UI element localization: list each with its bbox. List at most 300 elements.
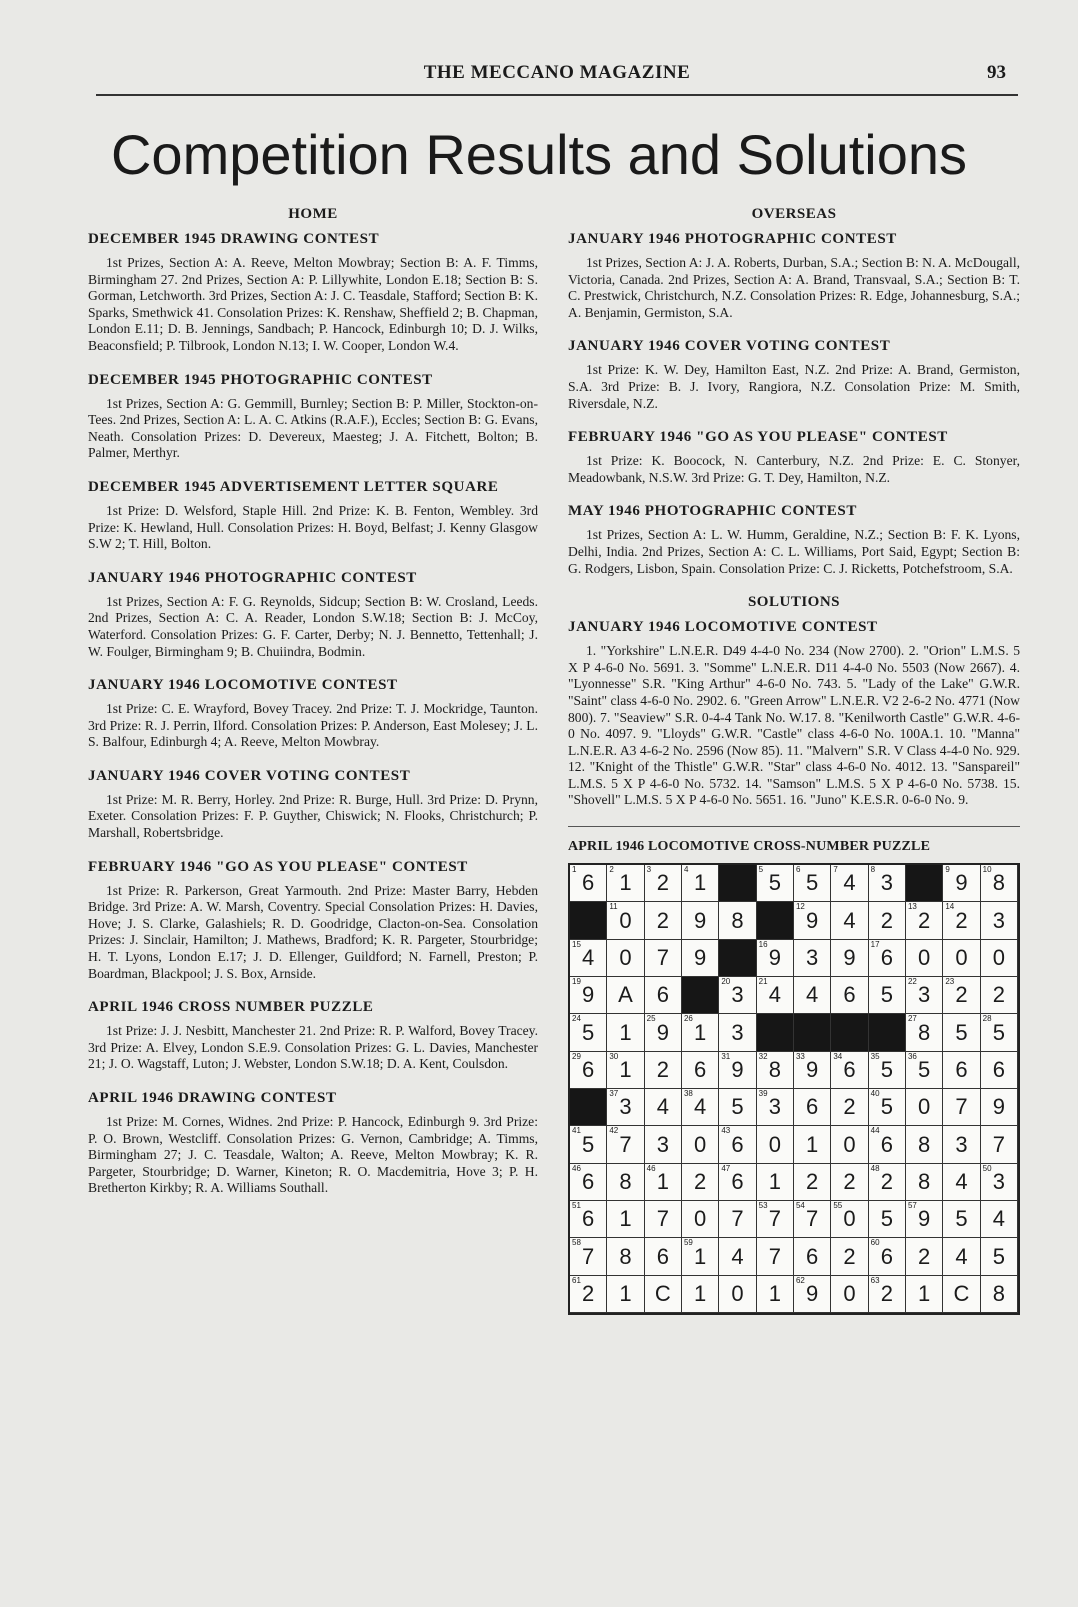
grid-cell <box>719 977 756 1014</box>
cell-digit: 1 <box>619 870 632 896</box>
clue-number: 11 <box>609 902 618 912</box>
cell-digit: 9 <box>806 1280 819 1306</box>
cell-digit: 3 <box>918 982 931 1008</box>
grid-cell <box>570 977 607 1014</box>
grid-cell <box>794 865 831 902</box>
cell-digit: 2 <box>843 1094 856 1120</box>
cell-digit: 6 <box>656 1243 669 1269</box>
clue-number: 47 <box>721 1163 731 1173</box>
cell-digit: 5 <box>880 1056 893 1082</box>
cell-digit: 9 <box>918 1206 931 1232</box>
grid-cell <box>794 940 831 977</box>
contest-results: 1st Prize: J. J. Nesbitt, Manchester 21. 2nd Prize: R. P. Walford, Bovey Tracey. 3rd Prize: A. Elvey, London S.E.9. Consolation Prizes: G. L. Davies, Manchester 21; J. O. Wagstaff, Luton; J. Webster, London S.W.18; D. A. Kent, Coulsdon. <box>88 1023 538 1072</box>
clue-number: 2 <box>609 865 614 875</box>
grid-cell <box>943 940 980 977</box>
cell-digit: 2 <box>656 907 669 933</box>
grid-cell <box>943 865 980 902</box>
cell-digit: 1 <box>619 1056 632 1082</box>
cell-digit: 6 <box>955 1056 968 1082</box>
cell-digit: 9 <box>992 1094 1005 1120</box>
clue-number: 51 <box>572 1201 581 1211</box>
contest-entry <box>88 372 538 462</box>
cell-digit: 6 <box>806 1094 819 1120</box>
clue-number: 62 <box>795 1275 805 1285</box>
cell-digit: 4 <box>731 1243 744 1269</box>
grid-cell <box>869 1201 906 1238</box>
cell-digit: 9 <box>768 944 781 970</box>
clue-number: 14 <box>945 902 955 912</box>
contest-title: DECEMBER 1945 DRAWING CONTEST <box>88 231 380 247</box>
grid-cell <box>570 865 607 902</box>
grid-cell <box>831 865 868 902</box>
grid-cell <box>757 865 794 902</box>
cell-digit: 7 <box>619 1131 632 1157</box>
grid-cell <box>831 902 868 939</box>
grid-cell <box>570 940 607 977</box>
grid-cell <box>906 1052 943 1089</box>
clue-number: 21 <box>758 977 768 987</box>
cell-digit: 3 <box>619 1094 632 1120</box>
grid-cell <box>682 902 719 939</box>
grid-cell <box>794 1276 831 1313</box>
cell-digit: 0 <box>992 944 1005 970</box>
cell-digit: 8 <box>768 1056 781 1082</box>
grid-cell <box>981 1089 1018 1126</box>
grid-cell <box>831 1052 868 1089</box>
grid-cell <box>645 977 682 1014</box>
grid-cell <box>682 1126 719 1163</box>
grid-cell <box>906 1014 943 1051</box>
cell-digit: 1 <box>619 1019 632 1045</box>
grid-cell <box>607 1201 644 1238</box>
contest-results: 1st Prizes, Section A: L. W. Humm, Geraldine, N.Z.; Section B: F. K. Lyons, Delhi, India. 2nd Prizes, Section A: C. L. Williams, Port Said, Egypt; Section B: G. Rodgers, Lisbon, Spain. Consolation Prize: C. J. Ricketts, Potchefstroom, S.A. <box>568 527 1020 576</box>
overseas-contest-list <box>568 231 1020 577</box>
cell-digit: 4 <box>582 944 595 970</box>
grid-black-square <box>570 1089 607 1126</box>
cell-digit: 0 <box>619 944 632 970</box>
cell-digit: 8 <box>619 1243 632 1269</box>
cell-digit: 9 <box>694 907 707 933</box>
cell-digit: 5 <box>992 1019 1005 1045</box>
contest-entry <box>88 479 538 553</box>
grid-cell <box>570 1276 607 1313</box>
cell-digit: 2 <box>656 870 669 896</box>
clue-number: 19 <box>572 977 581 987</box>
home-contest-list <box>88 231 538 1197</box>
grid-black-square <box>719 865 756 902</box>
cell-digit: 0 <box>918 944 931 970</box>
contest-title: DECEMBER 1945 PHOTOGRAPHIC CONTEST <box>88 371 433 388</box>
grid-cell <box>906 1276 943 1313</box>
grid-cell <box>719 1238 756 1275</box>
clue-number: 8 <box>870 865 876 875</box>
grid-cell <box>831 977 868 1014</box>
grid-cell <box>906 902 943 939</box>
grid-cell <box>943 1238 980 1275</box>
grid-cell <box>645 940 682 977</box>
grid-cell <box>645 1052 682 1089</box>
grid-black-square <box>719 940 756 977</box>
page-number: 93 <box>987 62 1006 83</box>
contest-title: MAY 1946 PHOTOGRAPHIC CONTEST <box>568 503 857 520</box>
cell-digit: 8 <box>992 1280 1005 1306</box>
cell-digit: 9 <box>843 944 856 970</box>
clue-number: 30 <box>609 1051 619 1061</box>
clue-number: 53 <box>758 1201 768 1211</box>
clue-number: 60 <box>870 1238 880 1248</box>
cell-digit: 7 <box>731 1206 744 1232</box>
grid-cell <box>794 1238 831 1275</box>
grid-cell <box>719 1089 756 1126</box>
grid-cell <box>645 1276 682 1313</box>
clue-number: 46 <box>646 1163 656 1173</box>
grid-cell <box>869 1089 906 1126</box>
cell-digit: 6 <box>582 1056 595 1082</box>
clue-number: 24 <box>572 1014 581 1024</box>
grid-black-square <box>757 902 794 939</box>
grid-cell <box>719 902 756 939</box>
grid-cell <box>981 902 1018 939</box>
cell-digit: C <box>654 1280 671 1306</box>
grid-cell <box>943 1089 980 1126</box>
contest-results: 1st Prize: M. Cornes, Widnes. 2nd Prize: P. Hancock, Edinburgh 9. 3rd Prize: P. O. Brown, Westcliff. Consolation Prizes: G. Vernon, Cambridge; A. Timms, Birmingham 27; J. C. Teasdale, Walton; A. Reeve, Melton Mowbray; K. R. Pargeter, Stourbridge; D. Warner, Kineton; R. O. Macdemitria, Hove 3; P. H. Bretherton Kirkby; R. A. Williams Southall. <box>88 1114 538 1196</box>
cell-digit: 5 <box>918 1056 931 1082</box>
clue-number: 28 <box>982 1014 992 1024</box>
grid-black-square <box>794 1014 831 1051</box>
cell-digit: 3 <box>731 1019 744 1045</box>
page-headline: Competition Results and Solutions <box>110 123 968 186</box>
grid-cell <box>682 1276 719 1313</box>
clue-number: 34 <box>833 1051 843 1061</box>
cell-digit: 9 <box>955 870 968 896</box>
cell-digit: 4 <box>843 907 856 933</box>
contest-entry <box>568 338 1020 412</box>
cell-digit: 2 <box>694 1168 707 1194</box>
grid-cell <box>794 1126 831 1163</box>
grid-cell <box>869 1276 906 1313</box>
grid-cell <box>570 1201 607 1238</box>
clue-number: 44 <box>870 1126 880 1136</box>
grid-cell <box>607 1276 644 1313</box>
grid-cell <box>906 1089 943 1126</box>
clue-number: 50 <box>982 1163 992 1173</box>
cross-number-grid <box>568 863 1020 1315</box>
cell-digit: 1 <box>694 1019 707 1045</box>
grid-cell <box>831 1126 868 1163</box>
grid-cell <box>607 1126 644 1163</box>
cell-digit: 7 <box>992 1131 1005 1157</box>
cell-digit: 1 <box>619 1206 632 1232</box>
contest-results: 1st Prizes, Section A: F. G. Reynolds, Sidcup; Section B: W. Crosland, Leeds. 2nd Prizes, Section A: C. A. Reader, London S.W.18; Section B: J. McCoy, Waterford. Consolation Prizes: G. F. Carter, Derby; N. J. Bennetto, Tettenhall; J. W. Foulger, Birmingham 9; B. Chuiindra, Bodmin. <box>88 593 538 659</box>
clue-number: 4 <box>683 865 689 875</box>
clue-number: 20 <box>721 977 731 987</box>
contest-entry <box>568 503 1020 577</box>
cell-digit: 4 <box>955 1243 968 1269</box>
cell-digit: 5 <box>955 1019 968 1045</box>
grid-cell <box>757 1089 794 1126</box>
cell-digit: 8 <box>918 1168 931 1194</box>
cell-digit: 1 <box>768 1280 781 1306</box>
clue-number: 31 <box>721 1051 731 1061</box>
grid-black-square <box>757 1014 794 1051</box>
grid-cell <box>719 1014 756 1051</box>
clue-number: 36 <box>907 1051 917 1061</box>
cell-digit: 0 <box>694 1131 707 1157</box>
contest-entry <box>88 859 538 983</box>
cell-digit: 2 <box>656 1056 669 1082</box>
cell-digit: 5 <box>731 1094 744 1120</box>
grid-cell <box>943 1164 980 1201</box>
grid-cell <box>607 940 644 977</box>
grid-cell <box>757 1164 794 1201</box>
grid-cell <box>981 977 1018 1014</box>
clue-number: 16 <box>758 939 768 949</box>
grid-cell <box>607 1164 644 1201</box>
clue-number: 1 <box>572 865 577 875</box>
cell-digit: 5 <box>768 870 781 896</box>
grid-black-square <box>682 977 719 1014</box>
grid-cell <box>943 902 980 939</box>
cell-digit: 0 <box>768 1131 781 1157</box>
grid-cell <box>607 1089 644 1126</box>
grid-cell <box>981 1164 1018 1201</box>
cell-digit: 3 <box>992 1168 1005 1194</box>
contest-results: 1st Prize: M. R. Berry, Horley. 2nd Prize: R. Burge, Hull. 3rd Prize: D. Prynn, Exeter. Consolation Prizes: F. P. Guyther, Chiswick; N. Flooks, Christchurch; P. Marshall, Robertsbridge. <box>88 791 538 841</box>
grid-cell <box>794 1052 831 1089</box>
grid-cell <box>869 1126 906 1163</box>
clue-number: 29 <box>572 1051 581 1061</box>
contest-title: JANUARY 1946 COVER VOTING CONTEST <box>568 338 891 355</box>
grid-cell <box>869 1238 906 1275</box>
cell-digit: 5 <box>955 1206 968 1232</box>
clue-number: 17 <box>870 939 880 949</box>
contest-entry <box>88 768 538 842</box>
cell-digit: 6 <box>582 870 595 896</box>
contest-entry <box>88 999 538 1073</box>
cell-digit: 2 <box>992 982 1005 1008</box>
clue-number: 9 <box>945 865 950 875</box>
cell-digit: 6 <box>731 1168 744 1194</box>
cell-digit: 7 <box>656 1206 669 1232</box>
cell-digit: 8 <box>731 907 744 933</box>
cell-digit: 7 <box>656 944 669 970</box>
puzzle-grid-cells <box>570 865 1018 1313</box>
grid-cell <box>831 940 868 977</box>
clue-number: 7 <box>833 865 838 875</box>
clue-number: 59 <box>683 1238 693 1248</box>
grid-cell <box>607 1014 644 1051</box>
clue-number: 37 <box>609 1089 619 1099</box>
clue-number: 48 <box>870 1163 880 1173</box>
grid-cell <box>570 1052 607 1089</box>
cell-digit: 2 <box>918 907 931 933</box>
contest-entry <box>88 570 538 660</box>
clue-number: 15 <box>572 939 581 949</box>
cell-digit: 1 <box>806 1131 819 1157</box>
grid-cell <box>906 1201 943 1238</box>
clue-number: 58 <box>572 1238 581 1248</box>
grid-cell <box>645 1238 682 1275</box>
contest-entry <box>568 429 1020 486</box>
contest-results: 1st Prize: C. E. Wrayford, Bovey Tracey. 2nd Prize: T. J. Mockridge, Taunton. 3rd Prize: R. J. Perrin, Ilford. Consolation Prizes: P. Anderson, East Molesey; J. L. S. Balfour, Edinburgh 4; A. Reeve, Melton Mowbray. <box>88 701 538 750</box>
cell-digit: 1 <box>768 1168 781 1194</box>
contest-entry <box>568 619 1020 809</box>
grid-cell <box>906 977 943 1014</box>
cell-digit: 8 <box>918 1131 931 1157</box>
overseas-heading: OVERSEAS <box>751 206 837 222</box>
contest-entry <box>88 677 538 751</box>
grid-cell <box>831 1238 868 1275</box>
grid-cell <box>682 1201 719 1238</box>
grid-cell <box>682 865 719 902</box>
contest-title: FEBRUARY 1946 "GO AS YOU PLEASE" CONTEST <box>88 858 468 875</box>
grid-cell <box>607 1238 644 1275</box>
grid-cell <box>794 977 831 1014</box>
cell-digit: 5 <box>880 1094 893 1120</box>
grid-cell <box>682 1052 719 1089</box>
cell-digit: 9 <box>694 944 707 970</box>
cell-digit: 4 <box>656 1094 669 1120</box>
grid-cell <box>757 1052 794 1089</box>
grid-cell <box>757 1238 794 1275</box>
cell-digit: 2 <box>582 1280 595 1306</box>
cell-digit: 0 <box>918 1094 931 1120</box>
clue-number: 39 <box>758 1089 768 1099</box>
clue-number: 41 <box>572 1126 581 1136</box>
grid-black-square <box>831 1014 868 1051</box>
contest-title: JANUARY 1946 PHOTOGRAPHIC CONTEST <box>568 231 897 247</box>
cell-digit: 3 <box>955 1131 968 1157</box>
grid-cell <box>794 1164 831 1201</box>
clue-number: 55 <box>833 1201 843 1211</box>
clue-number: 3 <box>646 865 652 875</box>
grid-cell <box>943 1201 980 1238</box>
cell-digit: 1 <box>694 1243 707 1269</box>
cell-digit: 7 <box>955 1094 968 1120</box>
cell-digit: 4 <box>843 870 856 896</box>
cell-digit: 6 <box>582 1206 595 1232</box>
cell-digit: 5 <box>582 1019 595 1045</box>
grid-cell <box>682 1089 719 1126</box>
cell-digit: 1 <box>656 1168 669 1194</box>
clue-number: 54 <box>795 1201 805 1211</box>
cell-digit: 0 <box>694 1206 707 1232</box>
contest-title: APRIL 1946 CROSS NUMBER PUZZLE <box>88 999 374 1016</box>
grid-cell <box>906 1164 943 1201</box>
cell-digit: 2 <box>880 1168 893 1194</box>
grid-cell <box>682 1164 719 1201</box>
contest-title: FEBRUARY 1946 "GO AS YOU PLEASE" CONTEST <box>568 429 948 446</box>
solutions-list <box>568 619 1020 809</box>
grid-cell <box>906 1238 943 1275</box>
contest-entry <box>88 1090 538 1197</box>
cell-digit: 0 <box>955 944 968 970</box>
grid-cell <box>607 1052 644 1089</box>
grid-cell <box>943 1052 980 1089</box>
cell-digit: 6 <box>880 1243 893 1269</box>
grid-cell <box>981 1276 1018 1313</box>
cell-digit: 0 <box>843 1280 856 1306</box>
grid-cell <box>570 1238 607 1275</box>
cell-digit: 5 <box>880 982 893 1008</box>
cell-digit: 9 <box>806 1056 819 1082</box>
grid-cell <box>869 1052 906 1089</box>
cell-digit: 6 <box>843 1056 856 1082</box>
cell-digit: 5 <box>880 1206 893 1232</box>
clue-number: 35 <box>870 1051 880 1061</box>
cell-digit: 6 <box>843 982 856 1008</box>
cell-digit: 6 <box>694 1056 707 1082</box>
grid-cell <box>757 940 794 977</box>
grid-cell <box>607 902 644 939</box>
clue-number: 13 <box>907 902 917 912</box>
clue-number: 63 <box>870 1275 880 1285</box>
cell-digit: 3 <box>768 1094 781 1120</box>
grid-cell <box>719 1126 756 1163</box>
cell-digit: 0 <box>843 1131 856 1157</box>
grid-cell <box>869 977 906 1014</box>
grid-cell <box>645 1201 682 1238</box>
cell-digit: 2 <box>843 1243 856 1269</box>
cell-digit: A <box>618 982 633 1008</box>
contest-title: JANUARY 1946 LOCOMOTIVE CONTEST <box>568 619 878 636</box>
cell-digit: 8 <box>992 870 1005 896</box>
contest-results: 1st Prizes, Section A: J. A. Roberts, Durban, S.A.; Section B: N. A. McDougall, Victoria, Canada. 2nd Prizes, Section A: A. Brand, Transvaal, S.A.; Section B: T. C. Prestwick, Christchurch, N.Z. Consolation Prizes: R. Edge, Johannesburg, S.A.; A. Benjamin, Germiston, S.A. <box>568 255 1020 320</box>
grid-cell <box>869 940 906 977</box>
clue-number: 27 <box>907 1014 917 1024</box>
grid-cell <box>831 1276 868 1313</box>
grid-cell <box>943 1276 980 1313</box>
cell-digit: 6 <box>880 1131 893 1157</box>
home-column <box>88 206 538 1214</box>
clue-number: 12 <box>795 902 805 912</box>
cell-digit: 3 <box>806 944 819 970</box>
contest-entry <box>568 231 1020 321</box>
cell-digit: 0 <box>731 1280 744 1306</box>
grid-cell <box>607 865 644 902</box>
overseas-column <box>568 206 1020 1315</box>
grid-cell <box>981 1126 1018 1163</box>
grid-cell <box>906 940 943 977</box>
grid-cell <box>943 1014 980 1051</box>
cell-digit: 6 <box>806 1243 819 1269</box>
grid-cell <box>682 1014 719 1051</box>
cell-digit: C <box>953 1280 970 1306</box>
grid-cell <box>757 1201 794 1238</box>
contest-title: JANUARY 1946 LOCOMOTIVE CONTEST <box>88 677 398 694</box>
grid-cell <box>831 1164 868 1201</box>
grid-cell <box>719 1276 756 1313</box>
cell-digit: 4 <box>955 1168 968 1194</box>
contest-title: JANUARY 1946 COVER VOTING CONTEST <box>88 767 411 784</box>
contest-title: DECEMBER 1945 ADVERTISEMENT LETTER SQUARE <box>88 478 499 495</box>
cell-digit: 2 <box>955 982 968 1008</box>
grid-cell <box>719 1052 756 1089</box>
grid-black-square <box>570 902 607 939</box>
solutions-heading: SOLUTIONS <box>747 594 841 611</box>
grid-cell <box>794 1201 831 1238</box>
grid-cell <box>981 940 1018 977</box>
cell-digit: 1 <box>694 1280 707 1306</box>
grid-cell <box>719 1201 756 1238</box>
cell-digit: 6 <box>731 1131 744 1157</box>
cell-digit: 0 <box>619 907 632 933</box>
grid-cell <box>943 977 980 1014</box>
grid-cell <box>757 1276 794 1313</box>
cell-digit: 1 <box>918 1280 931 1306</box>
contest-results: 1. "Yorkshire" L.N.E.R. D49 4-4-0 No. 234 (Now 2700). 2. "Orion" L.M.S. 5 X P 4-6-0 No. 5691. 3. "Somme" L.N.E.R. D11 4-4-0 No. 5503 (Now 2667). 4. "Lyonnesse" S.R. "King Arthur" 4-6-0 No. 743. 5. "Lady of the Lake" G.W.R. "Saint" class 4-6-0 No. 2902. 6. "Green Arrow" L.N.E.R. V2 2-6-2 No. 4771 (Now 800). 7. "Seaview" S.R. 0-4-4 Tank No. W.17. 8. "Kenilworth Castle" G.W.R. 4-6-0 No. 4097. 9. "Lloyds" G.W.R. "Castle" class 4-6-0 No. 100A.1. 10. "Manna" L.N.E.R. A3 4-6-2 No. 2596 (Now 85). 11. "Malvern" S.R. V Class 4-4-0 No. 929. 12. "Knight of the Thistle" G.W.R. "Star" class 4-6-0 No. 4012. 13. "Sanspareil" L.M.S. 5 X P 4-6-0 No. 5732. 14. "Samson" L.M.S. 5 X P 4-6-0 No. 5738. 15. "Shovell" L.M.S. 5 X P 4-6-0 No. 5651. 16. "Juno" K.E.S.R. 0-6-0 No. 9. <box>568 643 1020 808</box>
home-heading: HOME <box>288 206 338 222</box>
